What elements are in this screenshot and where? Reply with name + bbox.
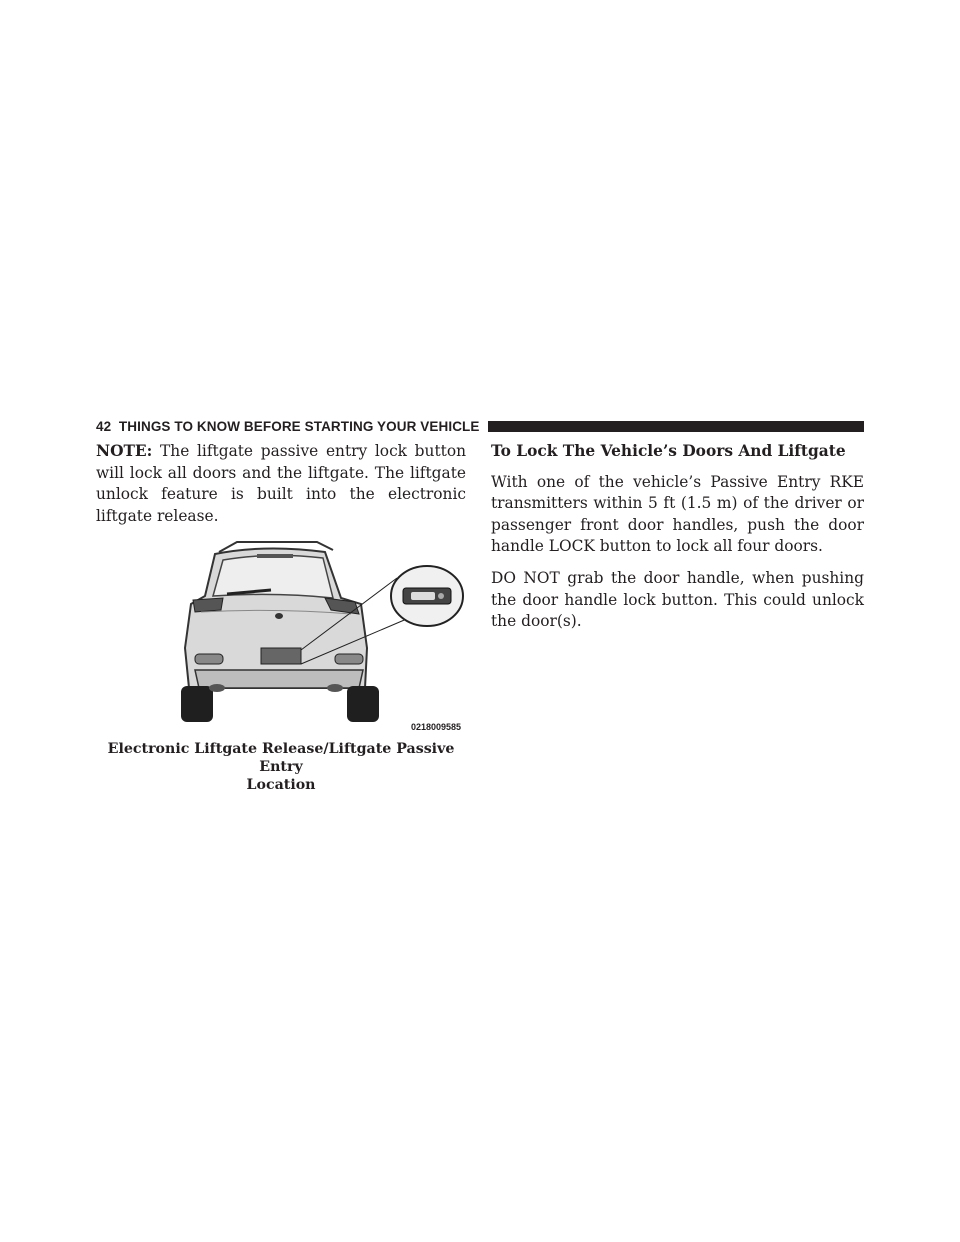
note-paragraph xyxy=(96,441,466,527)
caption-line-1: Electronic Liftgate Release/Liftgate Passive Entry xyxy=(107,741,455,775)
figure-caption xyxy=(96,740,466,794)
paragraph-warning: DO NOT grab the door handle, when pushing the door handle lock button. This could unlock the door(s). xyxy=(491,568,864,631)
page-header xyxy=(96,416,864,436)
caption-line-2: Location xyxy=(246,777,316,793)
liftgate-figure xyxy=(175,538,467,734)
note-label: NOTE: xyxy=(96,442,153,460)
figure-code: 0218009585 xyxy=(410,722,461,732)
note-text: The liftgate passive entry lock button will lock all doors and the liftgate. The liftgate unlock feature is built into the electronic liftgate release. xyxy=(96,442,466,525)
header-rule xyxy=(488,421,865,432)
paragraph-transmitters: With one of the vehicle’s Passive Entry RKE transmitters within 5 ft (1.5 m) of the driver or passenger front door handles, push the door handle LOCK button to lock all four doors. xyxy=(491,472,864,556)
right-column xyxy=(491,441,864,633)
left-column xyxy=(96,441,466,527)
section-heading: To Lock The Vehicle’s Doors And Liftgate xyxy=(491,442,846,460)
vehicle-rear-illustration xyxy=(175,538,467,734)
section-title: THINGS TO KNOW BEFORE STARTING YOUR VEHICLE xyxy=(118,418,480,434)
header-text xyxy=(96,419,488,434)
page-number: 42 xyxy=(96,418,112,434)
